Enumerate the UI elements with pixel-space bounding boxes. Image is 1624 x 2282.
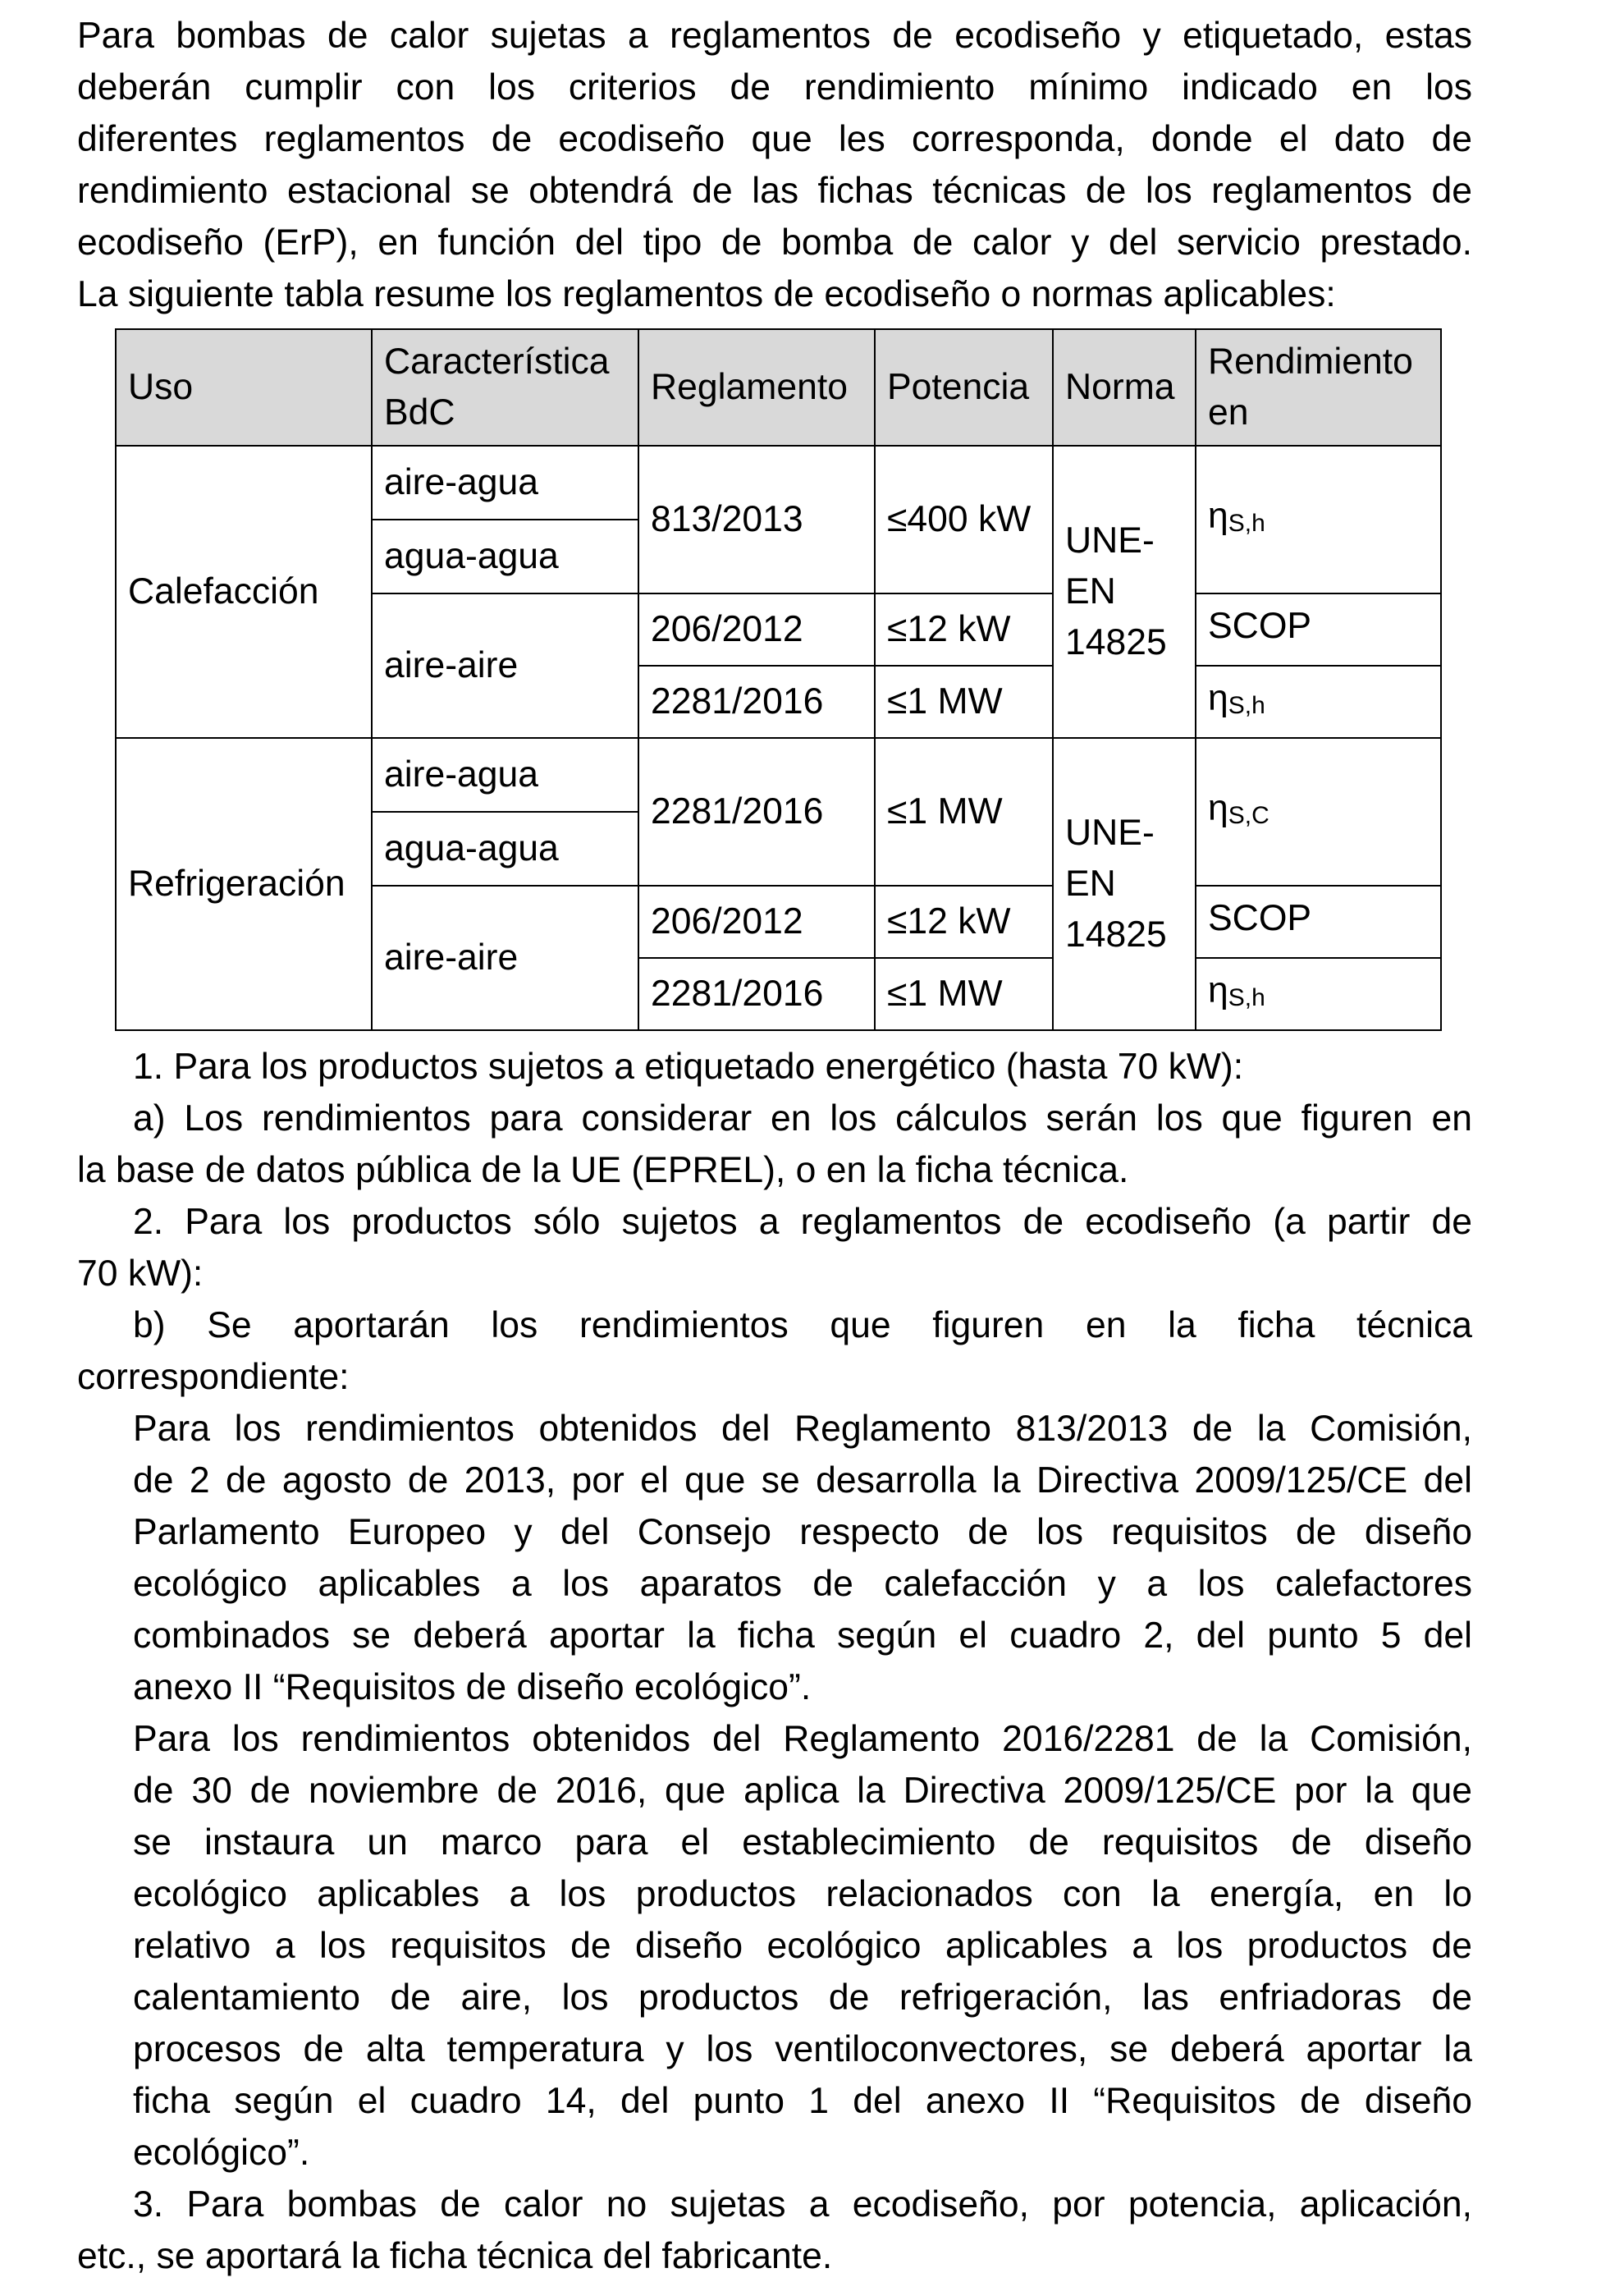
list-item-1: 1. Para los productos sujetos a etiquetado energético (hasta 70 kW): — [133, 1047, 1244, 1087]
rendimiento-cell — [1196, 446, 1441, 593]
header-norma: Norma — [1053, 329, 1196, 446]
bdc-cell: aire-agua — [372, 446, 638, 520]
header-rendimiento: Rendimiento en — [1196, 329, 1441, 446]
bdc-cell: agua-agua — [372, 812, 638, 886]
table-row — [116, 738, 1441, 812]
uso-cell: Refrigeración — [116, 738, 372, 1030]
intro-line: La siguiente tabla resume los reglamentos de ecodiseño o normas aplicables: — [77, 274, 1336, 314]
reglamento-cell: 813/2013 — [638, 446, 875, 593]
list-item-3-cont: etc., se aportará la ficha técnica del fabricante. — [77, 2236, 833, 2276]
paragraph-813-line: Para los rendimientos obtenidos del Reglamento 813/2013 de la Comisión, — [133, 1409, 1472, 1449]
reglamento-cell: 2281/2016 — [638, 738, 875, 886]
rendimiento-cell — [1196, 666, 1441, 738]
header-caracteristica: Característica BdC — [372, 329, 638, 446]
paragraph-813-line: combinados se deberá aportar la ficha según el cuadro 2, del punto 5 del — [133, 1615, 1472, 1656]
intro-line: ecodiseño (ErP), en función del tipo de bomba de calor y del servicio prestado. — [77, 222, 1472, 263]
bdc-cell: aire-agua — [372, 738, 638, 812]
potencia-cell: ≤1 MW — [875, 666, 1053, 738]
bdc-cell: agua-agua — [372, 520, 638, 593]
rendimiento-cell — [1196, 958, 1441, 1030]
bdc-cell: aire-aire — [372, 593, 638, 738]
intro-line: rendimiento estacional se obtendrá de las fichas técnicas de los reglamentos de — [77, 171, 1472, 211]
list-item-3: 3. Para bombas de calor no sujetas a ecodiseño, por potencia, aplicación, — [133, 2184, 1472, 2225]
table-row — [116, 446, 1441, 520]
paragraph-2281-line: ecológico”. — [133, 2133, 310, 2173]
regulations-table — [115, 328, 1442, 1031]
rendimiento-cell — [1196, 886, 1441, 958]
paragraph-2281-line: se instaura un marco para el establecimiento de requisitos de diseño — [133, 1822, 1472, 1863]
norma-cell: UNE-EN 14825 — [1053, 446, 1196, 738]
potencia-cell: ≤12 kW — [875, 886, 1053, 958]
rendimiento-cell — [1196, 593, 1441, 666]
header-uso: Uso — [116, 329, 372, 446]
rendimiento-subscript: S,h — [1228, 983, 1265, 1011]
list-item-2b-cont: correspondiente: — [77, 1357, 350, 1397]
paragraph-2281-line: relativo a los requisitos de diseño ecológico aplicables a los productos de — [133, 1926, 1472, 1966]
list-item-1a-cont: la base de datos pública de la UE (EPREL), o en la ficha técnica. — [77, 1150, 1129, 1190]
rendimiento-symbol: SCOP — [1208, 605, 1312, 646]
paragraph-2281-line: calentamiento de aire, los productos de refrigeración, las enfriadoras de — [133, 1977, 1472, 2018]
rendimiento-symbol: η — [1208, 495, 1228, 536]
list-item-2b: b) Se aportarán los rendimientos que figuren en la ficha técnica — [133, 1305, 1472, 1345]
header-reglamento: Reglamento — [638, 329, 875, 446]
potencia-cell: ≤1 MW — [875, 738, 1053, 886]
rendimiento-subscript: S,h — [1228, 509, 1265, 537]
paragraph-813-line: anexo II “Requisitos de diseño ecológico”. — [133, 1667, 812, 1707]
paragraph-2281-line: ecológico aplicables a los productos relacionados con la energía, en lo — [133, 1874, 1472, 1914]
rendimiento-symbol: SCOP — [1208, 897, 1312, 938]
rendimiento-symbol: η — [1208, 787, 1228, 828]
paragraph-813-line: de 2 de agosto de 2013, por el que se desarrolla la Directiva 2009/125/CE del — [133, 1460, 1472, 1501]
potencia-cell: ≤1 MW — [875, 958, 1053, 1030]
list-item-2: 2. Para los productos sólo sujetos a reglamentos de ecodiseño (a partir de — [133, 1202, 1472, 1242]
reglamento-cell: 206/2012 — [638, 886, 875, 958]
intro-line: deberán cumplir con los criterios de rendimiento mínimo indicado en los — [77, 67, 1472, 108]
rendimiento-cell — [1196, 738, 1441, 886]
paragraph-2281-line: de 30 de noviembre de 2016, que aplica la Directiva 2009/125/CE por la que — [133, 1771, 1472, 1811]
uso-cell: Calefacción — [116, 446, 372, 738]
rendimiento-symbol: η — [1208, 677, 1228, 718]
intro-section — [77, 10, 1472, 320]
paragraph-2281-line: Para los rendimientos obtenidos del Reglamento 2016/2281 de la Comisión, — [133, 1719, 1472, 1759]
paragraph-2281-line: ficha según el cuadro 14, del punto 1 del anexo II “Requisitos de diseño — [133, 2081, 1472, 2121]
potencia-cell: ≤12 kW — [875, 593, 1053, 666]
paragraph-2281-line: procesos de alta temperatura y los ventiloconvectores, se deberá aportar la — [133, 2029, 1472, 2069]
paragraph-813-line: Parlamento Europeo y del Consejo respecto de los requisitos de diseño — [133, 1512, 1472, 1552]
rendimiento-subscript: S,C — [1228, 801, 1269, 829]
reglamento-cell: 206/2012 — [638, 593, 875, 666]
potencia-cell: ≤400 kW — [875, 446, 1053, 593]
rendimiento-symbol: η — [1208, 969, 1228, 1010]
list-item-2-cont: 70 kW): — [77, 1253, 204, 1294]
bdc-cell: aire-aire — [372, 886, 638, 1030]
intro-line: diferentes reglamentos de ecodiseño que les corresponda, donde el dato de — [77, 119, 1472, 159]
norma-cell: UNE-EN 14825 — [1053, 738, 1196, 1030]
rendimiento-subscript: S,h — [1228, 691, 1265, 719]
intro-line: Para bombas de calor sujetas a reglamentos de ecodiseño y etiquetado, estas — [77, 16, 1472, 56]
header-potencia: Potencia — [875, 329, 1053, 446]
body-section — [77, 1041, 1472, 2282]
paragraph-813-line: ecológico aplicables a los aparatos de calefacción y a los calefactores — [133, 1564, 1472, 1604]
table-header-row — [116, 329, 1441, 446]
list-item-1a: a) Los rendimientos para considerar en los cálculos serán los que figuren en — [133, 1098, 1472, 1139]
reglamento-cell: 2281/2016 — [638, 958, 875, 1030]
reglamento-cell: 2281/2016 — [638, 666, 875, 738]
